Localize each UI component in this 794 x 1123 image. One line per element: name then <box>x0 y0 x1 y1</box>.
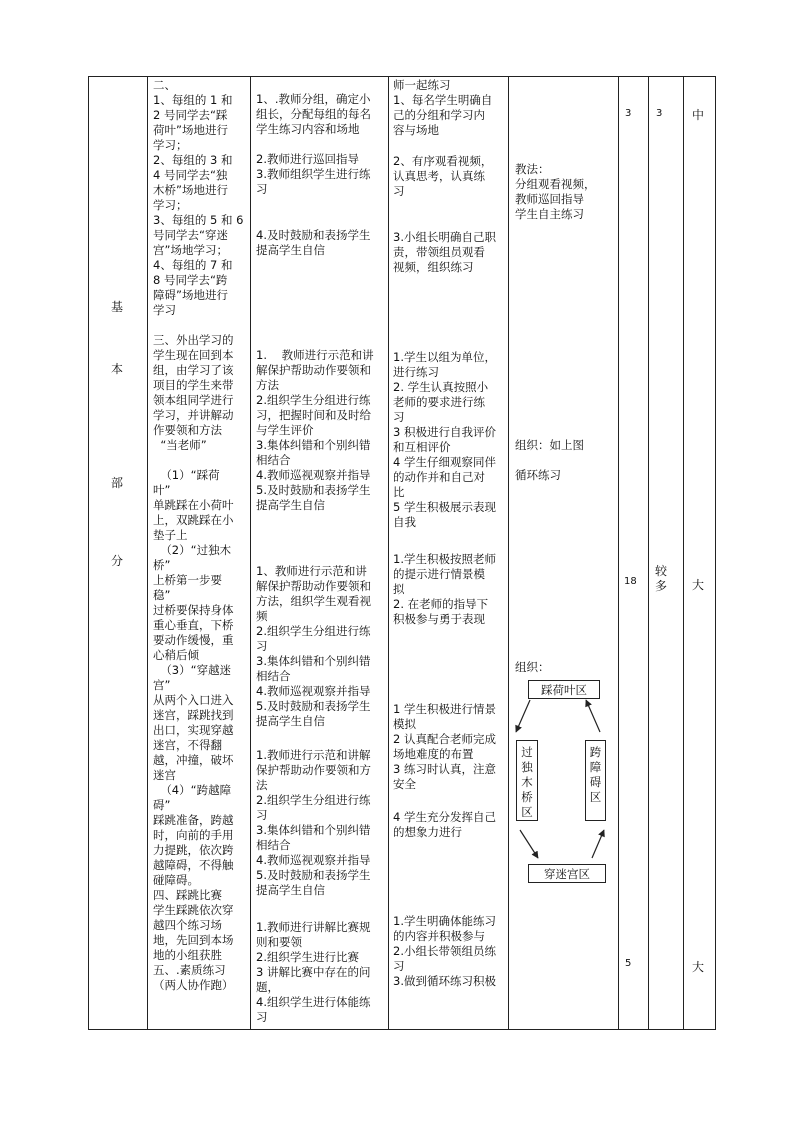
row3-intensity: 大 <box>692 960 705 974</box>
table-col-line-0 <box>88 76 89 1030</box>
content-line: 学习 <box>153 303 176 317</box>
content-line: 学习，并讲解动 <box>153 408 234 422</box>
diagram-char: 桥 <box>521 790 533 804</box>
row2-count-a: 较 <box>655 564 668 578</box>
teacher-activity-line: 提高学生自信 <box>256 714 325 728</box>
organization-line: 教法： <box>515 162 550 176</box>
content-line: 桥” <box>153 558 171 572</box>
content-line: 上，双跳踩在小 <box>153 513 234 527</box>
table-col-line-5 <box>618 76 619 1030</box>
content-line: （4）“跨越障 <box>153 783 232 797</box>
diagram-arrows <box>500 670 618 900</box>
student-activity-line: 2 认真配合老师完成 <box>393 732 496 746</box>
content-line: 迷宫 <box>153 768 176 782</box>
teacher-activity-line: 2.组织学生分组进行练 <box>256 624 371 638</box>
teacher-activity-line: 方法 <box>256 378 279 392</box>
student-activity-line: 拟 <box>393 582 405 596</box>
teacher-activity-line: 4.教师巡视观察并指导 <box>256 853 371 867</box>
content-line: 重心垂直，下桥 <box>153 618 234 632</box>
teacher-activity-line: 3.集体纠错和个别纠错 <box>256 654 371 668</box>
teacher-activity-line: 学生练习内容和场地 <box>256 122 360 136</box>
student-activity-block <box>393 350 507 530</box>
content-line: 木桥”场地进行 <box>153 183 228 197</box>
content-line: 心稍后倾 <box>153 648 199 662</box>
arrow-left-to-bottom <box>520 830 538 858</box>
student-activity-line: 自我 <box>393 515 416 529</box>
teacher-activity-line: 习，把握时间和及时给 <box>256 408 371 422</box>
student-activity-line: 场地难度的布置 <box>393 747 474 761</box>
student-activity-line: 3.做到循环练习积极 <box>393 974 496 988</box>
content-line: 荷叶”场地进行 <box>153 123 228 137</box>
teacher-activity-line: 4.教师巡视观察并指导 <box>256 684 371 698</box>
teacher-activity-line: 2.组织学生分组进行练 <box>256 393 371 407</box>
teacher-activity-line: 4.组织学生进行体能练 <box>256 995 371 1009</box>
teacher-activity-line: 保护帮助动作要领和方 <box>256 763 371 777</box>
student-activity-block <box>393 552 507 627</box>
diagram-char: 障 <box>589 760 602 774</box>
table-col-line-2 <box>250 76 251 1030</box>
content-line: 四、踩跳比赛 <box>153 888 222 902</box>
content-line: 宫”场地学习； <box>153 243 228 257</box>
arrow-right-to-top <box>586 700 600 732</box>
teacher-activity-line: 组长，分配每组的每名 <box>256 107 371 121</box>
teacher-activity-line: 5.及时鼓励和表扬学生 <box>256 868 371 882</box>
organization-line: 分组观看视频， <box>515 177 596 191</box>
teacher-activity-line: 解保护帮助动作要领和 <box>256 363 371 377</box>
content-line: 8 号同学去“跨 <box>153 273 228 287</box>
teacher-activity-block <box>256 564 386 729</box>
student-activity-line: 己的分组和学习内 <box>393 108 485 122</box>
teaching-content-column <box>153 78 249 993</box>
student-activity-line: 的动作并和自己对 <box>393 470 485 484</box>
student-activity-block <box>393 914 507 989</box>
table-col-line-8 <box>715 76 716 1030</box>
teacher-activity-line: 5.及时鼓励和表扬学生 <box>256 699 371 713</box>
table-border-top <box>88 76 716 77</box>
student-activity-line: 积极参与勇于表现 <box>393 612 485 626</box>
student-activity-line: 2.小组长带领组员练 <box>393 944 496 958</box>
teacher-activity-line: 习 <box>256 1010 268 1024</box>
teacher-activity-line: 与学生评价 <box>256 423 314 437</box>
teacher-activity-block <box>256 152 386 197</box>
teacher-activity-line: 1、教师进行示范和讲 <box>256 564 367 578</box>
section-char-4: 分 <box>111 554 124 568</box>
content-line: 踩跳准备，跨越 <box>153 813 234 827</box>
content-line: 项目的学生来带 <box>153 378 234 392</box>
content-line: （2）“过独木 <box>153 543 232 557</box>
content-line: 1、每组的 1 和 <box>153 93 233 107</box>
content-line <box>153 453 249 468</box>
student-activity-line: 习 <box>393 410 405 424</box>
content-line: 学生踩跳依次穿 <box>153 903 234 917</box>
content-line: 地，先回到本场 <box>153 933 234 947</box>
organization-block <box>515 438 617 453</box>
student-activity-block <box>393 810 507 840</box>
teacher-activity-block <box>256 228 386 258</box>
content-line: 过桥要保持身体 <box>153 603 234 617</box>
diagram-station-top: 踩荷叶区 <box>528 680 600 699</box>
diagram-char: 碍 <box>589 775 602 789</box>
teacher-activity-line: 4.及时鼓励和表扬学生 <box>256 228 371 242</box>
content-line: 3、每组的 5 和 6 <box>153 213 244 227</box>
teacher-activity-line: 3 讲解比赛中存在的问 <box>256 965 371 979</box>
content-line: 作要领和方法 <box>153 423 222 437</box>
content-line: 4、每组的 7 和 <box>153 258 233 272</box>
teacher-activity-line: 方法，组织学生观看视 <box>256 594 371 608</box>
student-activity-line: 老师的要求进行练 <box>393 395 485 409</box>
teacher-activity-line: 相结合 <box>256 453 291 467</box>
section-char-3: 部 <box>111 476 124 490</box>
teacher-activity-line: 2.组织学生分组进行练 <box>256 793 371 807</box>
student-activity-line: 的内容并积极参与 <box>393 929 485 943</box>
student-activity-line: 1、每名学生明确自 <box>393 93 493 107</box>
organization-line: 组织：如上图 <box>515 438 584 452</box>
content-line: 宫” <box>153 678 171 692</box>
teacher-activity-line: 习 <box>256 808 268 822</box>
student-activity-line: 4 学生充分发挥自己 <box>393 810 496 824</box>
student-activity-line: 师一起练习 <box>393 78 451 92</box>
teacher-activity-line: 题， <box>256 980 279 994</box>
teacher-activity-block <box>256 748 386 898</box>
content-line: 迷宫，踩跳找到 <box>153 708 234 722</box>
student-activity-line: 2. 在老师的指导下 <box>393 597 489 611</box>
teacher-activity-line: 3.集体纠错和个别纠错 <box>256 438 371 452</box>
content-line: 学习； <box>153 138 188 152</box>
diagram-char: 独 <box>521 760 533 774</box>
student-activity-line: 模拟 <box>393 717 416 731</box>
diagram-char: 区 <box>589 790 602 804</box>
organization-block <box>515 162 617 222</box>
teacher-activity-line: 相结合 <box>256 669 291 683</box>
student-activity-line: 认真思考，认真练 <box>393 169 485 183</box>
organization-line: 学生自主练习 <box>515 207 584 221</box>
arrow-bottom-to-right <box>592 830 604 858</box>
teacher-activity-line: 法 <box>256 778 268 792</box>
teacher-activity-line: 提高学生自信 <box>256 883 325 897</box>
diagram-char: 木 <box>521 775 533 789</box>
diagram-char: 过 <box>521 745 533 759</box>
student-activity-line: 4 学生仔细观察同伴 <box>393 455 496 469</box>
content-line: 单跳踩在小荷叶 <box>153 498 234 512</box>
content-line: 时，向前的手用 <box>153 828 234 842</box>
row1-intensity: 中 <box>692 108 705 122</box>
teacher-activity-line: 1. 教师进行示范和讲 <box>256 348 374 362</box>
student-activity-block <box>393 702 507 792</box>
teacher-activity-line: 提高学生自信 <box>256 498 325 512</box>
teacher-activity-line: 4.教师巡视观察并指导 <box>256 468 371 482</box>
content-line: 越障碍，不得触 <box>153 858 234 872</box>
content-line: 碰障碍。 <box>153 873 199 887</box>
content-line: 垫子上 <box>153 528 188 542</box>
table-border-bottom <box>88 1029 716 1030</box>
content-line: 学生现在回到本 <box>153 348 234 362</box>
content-line: 从两个入口进入 <box>153 693 234 707</box>
teacher-activity-block <box>256 348 386 513</box>
content-line: 出口，实现穿越 <box>153 723 234 737</box>
teacher-activity-line: 解保护帮助动作要领和 <box>256 579 371 593</box>
student-activity-line: 3.小组长明确自己职 <box>393 230 496 244</box>
student-activity-line: 1.学生积极按照老师 <box>393 552 496 566</box>
student-activity-line: 和互相评价 <box>393 440 451 454</box>
student-activity-block <box>393 154 507 199</box>
student-activity-line: 2、有序观看视频， <box>393 154 493 168</box>
table-col-line-6 <box>648 76 649 1030</box>
student-activity-line: 1.学生明确体能练习 <box>393 914 496 928</box>
content-line: 越四个练习场 <box>153 918 222 932</box>
student-activity-line: 的想象力进行 <box>393 825 462 839</box>
content-line: 2、每组的 3 和 <box>153 153 233 167</box>
row1-time: 3 <box>625 108 632 119</box>
content-line: （两人协作跑） <box>153 978 234 992</box>
content-line: “当老师” <box>153 438 207 452</box>
row2-time: 18 <box>624 576 637 587</box>
content-line: 障碍”场地进行 <box>153 288 228 302</box>
content-line <box>153 318 249 333</box>
teacher-activity-line: 1、.教师分组，确定小 <box>256 92 371 106</box>
teacher-activity-line: 2.教师进行巡回指导 <box>256 152 359 166</box>
teacher-activity-line: 1.教师进行讲解比赛规 <box>256 920 371 934</box>
student-activity-line: 习 <box>393 184 405 198</box>
content-line: 上桥第一步要 <box>153 573 222 587</box>
student-activity-line: 1.学生以组为单位， <box>393 350 496 364</box>
student-activity-line: 3 练习时认真，注意 <box>393 762 496 776</box>
student-activity-block <box>393 230 507 275</box>
teacher-activity-line: 则和要领 <box>256 935 302 949</box>
teacher-activity-line: 2.组织学生进行比赛 <box>256 950 359 964</box>
content-line: 五、.素质练习 <box>153 963 226 977</box>
student-activity-line: 容与场地 <box>393 123 439 137</box>
student-activity-line: 5 学生积极展示表现 <box>393 500 496 514</box>
student-activity-line: 的提示进行情景模 <box>393 567 485 581</box>
teacher-activity-line: 频 <box>256 609 268 623</box>
row3-time: 5 <box>625 958 632 969</box>
content-line: 2 号同学去“踩 <box>153 108 228 122</box>
student-activity-line: 比 <box>393 485 405 499</box>
content-line: 迷宫，不得翻 <box>153 738 222 752</box>
student-activity-block <box>393 78 507 138</box>
content-line: 二、 <box>153 78 176 92</box>
content-line: 叶” <box>153 483 171 497</box>
student-activity-line: 视频，组织练习 <box>393 260 474 274</box>
arrow-top-to-left <box>516 700 530 732</box>
organization-line: 教师巡回指导 <box>515 192 584 206</box>
teacher-activity-block <box>256 920 386 1025</box>
content-line: 要动作缓慢，重 <box>153 633 234 647</box>
content-line: （3）“穿越迷 <box>153 663 232 677</box>
teacher-activity-line: 提高学生自信 <box>256 243 325 257</box>
content-line: 领本组同学进行 <box>153 393 234 407</box>
teacher-activity-line: 1.教师进行示范和讲解 <box>256 748 371 762</box>
row1-count: 3 <box>656 108 663 119</box>
content-line: 号同学去“穿迷 <box>153 228 228 242</box>
section-char-1: 基 <box>111 300 124 314</box>
teacher-activity-line: 习 <box>256 639 268 653</box>
content-line: 碍” <box>153 798 171 812</box>
organization-line: 组织： <box>515 660 550 674</box>
content-line: 三、外出学习的 <box>153 333 234 347</box>
content-line: 地的小组获胜 <box>153 948 222 962</box>
content-line: 稳” <box>153 588 171 602</box>
diagram-station-bottom: 穿迷宫区 <box>528 864 606 883</box>
table-col-line-1 <box>147 76 148 1030</box>
student-activity-line: 习 <box>393 959 405 973</box>
content-line: （1）“踩荷 <box>153 468 220 482</box>
content-line: 力提跳，依次跨 <box>153 843 234 857</box>
content-line: 越，冲撞，破坏 <box>153 753 234 767</box>
row2-count-b: 多 <box>655 579 668 593</box>
teacher-activity-line: 习 <box>256 182 268 196</box>
table-col-line-3 <box>388 76 389 1030</box>
content-line: 4 号同学去“独 <box>153 168 228 182</box>
student-activity-line: 进行练习 <box>393 365 439 379</box>
diagram-char: 跨 <box>589 745 602 759</box>
content-line: 学习； <box>153 198 188 212</box>
student-activity-line: 1 学生积极进行情景 <box>393 702 496 716</box>
teacher-activity-line: 3.集体纠错和个别纠错 <box>256 823 371 837</box>
organization-line: 循环练习 <box>515 468 561 482</box>
student-activity-line: 安全 <box>393 777 416 791</box>
student-activity-line: 2. 学生认真按照小 <box>393 380 489 394</box>
teacher-activity-line: 3.教师组织学生进行练 <box>256 167 371 181</box>
teacher-activity-block <box>256 92 386 137</box>
table-col-line-7 <box>683 76 684 1030</box>
teacher-activity-line: 相结合 <box>256 838 291 852</box>
teacher-activity-line: 5.及时鼓励和表扬学生 <box>256 483 371 497</box>
section-char-2: 本 <box>111 362 124 376</box>
organization-block <box>515 468 617 483</box>
diagram-char: 区 <box>521 805 533 819</box>
student-activity-line: 责，带领组员观看 <box>393 245 485 259</box>
row2-intensity: 大 <box>692 578 705 592</box>
content-line: 组，由学习了该 <box>153 363 234 377</box>
student-activity-line: 3 积极进行自我评价 <box>393 425 496 439</box>
